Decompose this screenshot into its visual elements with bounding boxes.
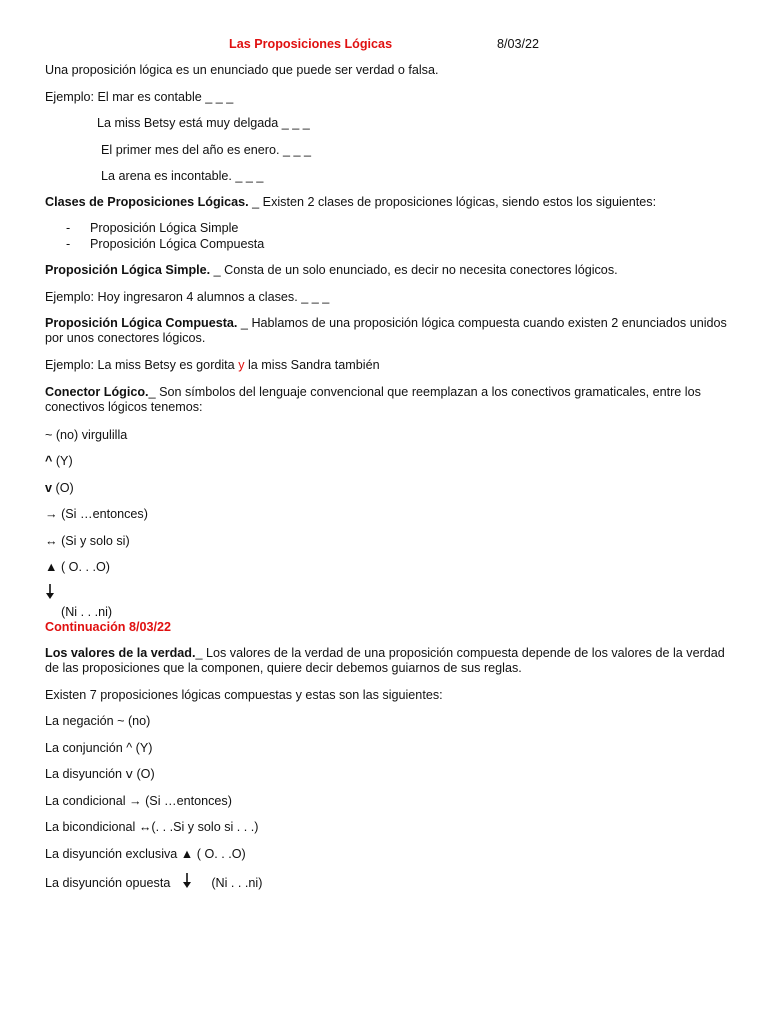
example-line: Ejemplo: El mar es contable _ _ _ [45, 90, 234, 104]
valores-paragraph [45, 646, 727, 676]
list-item: Proposición Lógica Compuesta [90, 237, 265, 251]
symbol-line [45, 584, 113, 619]
compuesta-paragraph [45, 316, 727, 346]
symbol-label: (Si …entonces) [57, 507, 148, 521]
symbol-line [45, 507, 148, 522]
example-line: La arena es incontable. _ _ _ [101, 169, 264, 183]
compuesta-item: La condicional → (Si …entonces) [45, 794, 232, 808]
clases-heading: Clases de Proposiciones Lógicas. [45, 195, 249, 209]
symbol-label: ( O. . .O) [57, 560, 110, 574]
simple-paragraph [45, 263, 618, 278]
and-symbol: ^ [45, 454, 53, 468]
compuesta-example-after: la miss Sandra también [244, 358, 380, 372]
compuesta-item: La disyunción ⅴ (O) [45, 767, 155, 781]
symbol-line [45, 481, 74, 496]
compuesta-item: La disyunción exclusiva ▲ ( O. . .O) [45, 847, 246, 861]
item-value: (Ni . . .ni) [211, 876, 263, 890]
compuesta-item-last [45, 873, 262, 891]
compuesta-item: La conjunción ^ (Y) [45, 741, 153, 755]
simple-example: Ejemplo: Hoy ingresaron 4 alumnos a clases. _ _ _ [45, 290, 330, 304]
compuesta-text: _ Hablamos de una proposición lógica compuesta cuando existen 2 enunciados unidos por unos conectores lógicos. [45, 316, 727, 345]
compuesta-example-before: Ejemplo: La miss Betsy es gordita [45, 358, 239, 372]
intro-paragraph: Una proposición lógica es un enunciado que puede ser verdad o falsa. [45, 63, 439, 77]
tilde-symbol: ~ [45, 428, 53, 442]
clases-paragraph [45, 195, 656, 210]
list-dash: - [66, 237, 71, 251]
arrow-down-icon [45, 584, 55, 600]
symbol-label: (Y) [52, 454, 73, 468]
compuesta-item: La negación ~ (no) [45, 714, 151, 728]
iff-symbol: ↔ [45, 534, 58, 548]
compuesta-heading: Proposición Lógica Compuesta. [45, 316, 238, 330]
symbol-line [45, 454, 73, 469]
header-date: 8/03/22 [497, 37, 540, 51]
connector-y: y [238, 358, 245, 372]
or-symbol: v [45, 481, 53, 495]
symbol-line [45, 560, 110, 575]
symbol-label: (O) [52, 481, 74, 495]
list-item: Proposición Lógica Simple [90, 221, 239, 235]
symbol-line [45, 428, 127, 443]
compuesta-item: La bicondicional ↔(. . .Si y solo si . . .) [45, 820, 259, 834]
valores-text: _ Los valores de la verdad de una proposición compuesta depende de los valores de la verdad de las proposiciones que la componen, quiere decir debemos guiarnos de sus reglas. [45, 646, 725, 675]
example-line: El primer mes del año es enero. _ _ _ [101, 143, 312, 157]
triangle-symbol: ▲ [45, 560, 58, 574]
implies-symbol: → [45, 507, 58, 521]
symbol-label: (Ni . . .ni) [61, 605, 113, 619]
conector-heading: Conector Lógico. [45, 385, 149, 399]
symbol-label: (Si y solo si) [57, 534, 130, 548]
symbol-line [45, 534, 130, 549]
simple-text: _ Consta de un solo enunciado, es decir no necesita conectores lógicos. [210, 263, 618, 277]
continuacion-heading: Continuación 8/03/22 [45, 620, 171, 634]
page-title: Las Proposiciones Lógicas [229, 37, 393, 51]
list-dash: - [66, 221, 71, 235]
simple-heading: Proposición Lógica Simple. [45, 263, 211, 277]
item-label: La disyunción opuesta [45, 876, 171, 890]
clases-text: _ Existen 2 clases de proposiciones lógicas, siendo estos los siguientes: [248, 195, 657, 209]
existen-paragraph: Existen 7 proposiciones lógicas compuestas y estas son las siguientes: [45, 688, 443, 702]
example-line: La miss Betsy está muy delgada _ _ _ [97, 116, 310, 130]
compuesta-example [45, 358, 380, 373]
valores-heading: Los valores de la verdad. [45, 646, 196, 660]
conector-paragraph [45, 385, 727, 415]
arrow-down-icon [182, 873, 192, 889]
symbol-label: (no) virgulilla [52, 428, 128, 442]
conector-text: _ Son símbolos del lenguaje convencional que reemplazan a los conectivos gramaticales, entre los conectivos lógicos tenemos: [45, 385, 701, 414]
